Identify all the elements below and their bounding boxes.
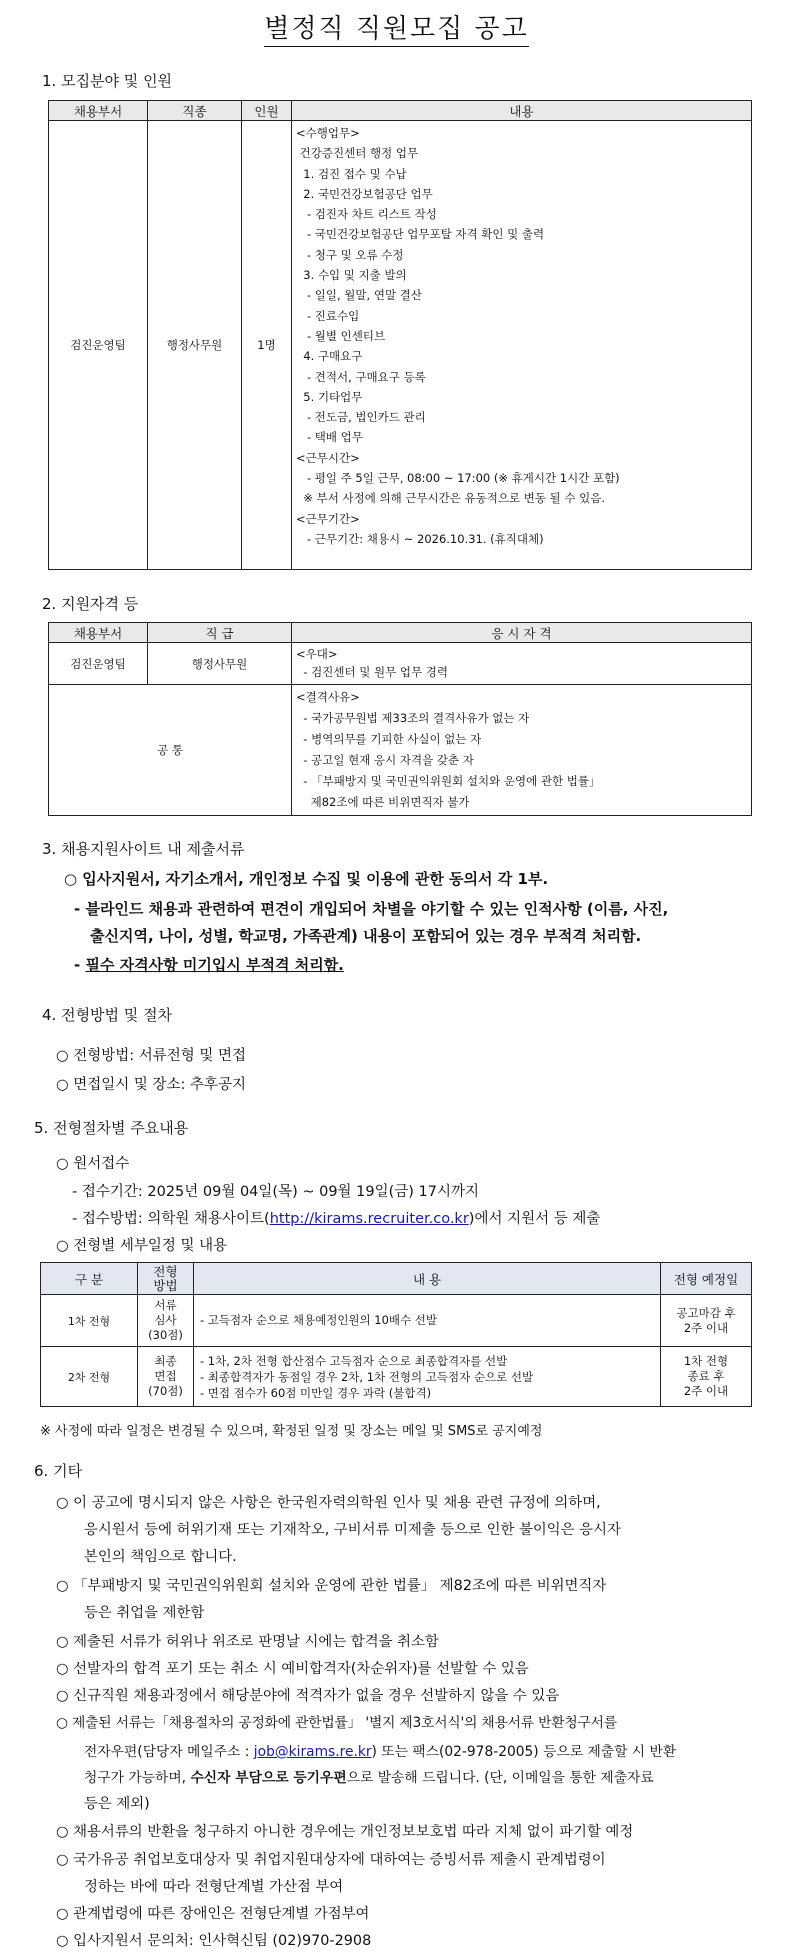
misc-item-10: ○ 입사지원서 문의처: 인사혁신팀 (02)970-2908	[56, 1933, 372, 1949]
content-line: 5. 기타업무	[296, 389, 363, 404]
method-text-end: )에서 지원서 등 제출	[468, 1211, 601, 1227]
selection-table	[40, 1262, 752, 1407]
misc-item-2-cont: 등은 취업을 제한함	[84, 1605, 205, 1621]
mandatory-notice-text: 필수 자격사항 미기입시 부적격 처리함.	[85, 956, 344, 974]
content-line: - 전도금, 법인카드 관리	[296, 410, 426, 425]
rank-cell: 행정사무원	[148, 643, 292, 685]
dept-cell: 검진운영팀	[49, 643, 148, 685]
header-dept: 채용부서	[49, 101, 148, 121]
header-qualification: 응 시 자 격	[292, 623, 752, 643]
common-cell: 공 통	[49, 685, 292, 816]
blind-notice-line: - 블라인드 채용과 관련하여 편견이 개입되어 차별을 야기할 수 있는 인적사항 (이름, 사진,	[74, 900, 669, 918]
content-line: - 고득점자 순으로 채용예정인원의 10배수 선발	[200, 1312, 438, 1327]
documents-line: ○ 입사지원서, 자기소개서, 개인정보 수집 및 이용에 관한 동의서 각 1부.	[64, 870, 549, 888]
content-line: - 평일 주 5일 근무, 08:00 ~ 17:00 (※ 휴게시간 1시간 포함)	[296, 471, 620, 486]
email-prefix: 전자우편(담당자 메일주소 :	[84, 1744, 254, 1760]
dash: -	[74, 956, 86, 974]
content-line: 4. 구매요구	[296, 349, 363, 364]
content-line: <근무시간>	[296, 450, 360, 465]
method-line: (70점)	[148, 1384, 183, 1398]
content-cell	[292, 121, 752, 570]
content-line: <근무기간>	[296, 511, 360, 526]
content-line: - 검진자 차트 리스트 작성	[296, 207, 437, 222]
content-line: ※ 부서 사정에 의해 근무시간은 유동적으로 변동 될 수 있음.	[296, 491, 606, 506]
content-line: - 1차, 2차 전형 합산점수 고득점자 순으로 최종합격자를 선발	[200, 1353, 508, 1368]
disq-line: - 「부패방지 및 국민권익위원회 설치와 운영에 관한 법률」	[296, 774, 601, 788]
content-line: - 청구 및 오류 수정	[296, 247, 404, 262]
selection-method: ○ 전형방법: 서류전형 및 면접	[56, 1048, 247, 1064]
content-line: 2. 국민건강보험공단 업무	[296, 186, 433, 201]
date-line: 종료 후	[687, 1369, 725, 1383]
blind-notice-line-2: 출신지역, 나이, 성별, 학교명, 가족관계) 내용이 포함되어 있는 경우 부적격 처리함.	[90, 927, 642, 945]
misc-item-5: ○ 신규직원 채용과정에서 해당분야에 적격자가 없을 경우 선발하지 않을 수 있음	[56, 1688, 560, 1704]
email-suffix: ) 또는 팩스(02-978-2005) 등으로 제출할 시 반환	[371, 1744, 677, 1760]
pref-line: - 검진센터 및 원무 업무 경력	[296, 665, 448, 679]
method-line: (30점)	[148, 1328, 183, 1342]
section-3-heading: 3. 채용지원사이트 내 제출서류	[42, 840, 245, 858]
table-row	[41, 1347, 752, 1407]
section-5-heading: 5. 전형절차별 주요내용	[34, 1119, 189, 1137]
method-cell	[138, 1295, 194, 1347]
header-date: 전형 예정일	[661, 1263, 752, 1295]
section-6-heading: 6. 기타	[34, 1462, 83, 1480]
misc-item-6: ○ 제출된 서류는「채용절차의 공정화에 관한법률」 '별지 제3호서식'의 채용서류 반환청구서를	[56, 1715, 617, 1731]
date-line: 2주 이내	[683, 1320, 729, 1335]
method-text: - 접수방법: 의학원 채용사이트(	[72, 1211, 270, 1227]
interview-schedule: ○ 면접일시 및 장소: 추후공지	[56, 1077, 247, 1093]
email-link[interactable]: job@kirams.re.kr	[253, 1744, 372, 1760]
disq-line: 제82조에 따른 비위면직자 불가	[296, 795, 470, 809]
section-4-heading: 4. 전형방법 및 절차	[42, 1006, 173, 1024]
return-suffix: 으로 발송해 드립니다. (단, 이메일을 통한 제출자료	[346, 1770, 654, 1786]
section-1-heading: 1. 모집분야 및 인원	[42, 72, 173, 90]
content-line: <수행업무>	[296, 126, 360, 140]
header-dept: 채용부서	[49, 623, 148, 643]
stage-cell: 2차 전형	[41, 1347, 138, 1407]
date-line: 공고마감 후	[676, 1305, 736, 1320]
misc-item-2: ○ 「부패방지 및 국민권익위원회 설치와 운영에 관한 법률」 제82조에 따른 비위면직자	[56, 1578, 607, 1594]
header-count: 인원	[242, 101, 292, 121]
header-method: 전형 방법	[138, 1263, 194, 1295]
content-line: - 일일, 월말, 연말 결산	[296, 288, 422, 303]
preference-cell	[292, 643, 752, 685]
return-bold: 수신자 부담으로 등기우편	[190, 1770, 347, 1786]
method-line: 심사	[154, 1313, 177, 1327]
recruitment-table	[48, 100, 752, 570]
disq-line: - 공고일 현재 응시 자격을 갖춘 자	[296, 753, 474, 767]
header-stage: 구 분	[41, 1263, 138, 1295]
content-line: - 견적서, 구매요구 등록	[296, 369, 426, 384]
method-line: 최종	[154, 1354, 177, 1368]
return-prefix: 청구가 가능하며,	[84, 1770, 191, 1786]
application-receipt: ○ 원서접수	[56, 1156, 130, 1172]
content-line: - 진료수입	[296, 308, 360, 323]
page-title: 별정직 직원모집 공고	[0, 8, 793, 45]
disq-line: - 국가공무원법 제33조의 결격사유가 없는 자	[296, 711, 530, 725]
date-cell	[661, 1347, 752, 1407]
application-period: - 접수기간: 2025년 09월 04일(목) ~ 09월 19일(금) 17시까지	[72, 1184, 480, 1200]
content-line: 3. 수입 및 지출 발의	[296, 268, 407, 283]
schedule-heading: ○ 전형별 세부일정 및 내용	[56, 1238, 228, 1254]
misc-item-3: ○ 제출된 서류가 허위나 위조로 판명날 시에는 합격을 취소함	[56, 1634, 439, 1650]
method-line: 면접	[154, 1369, 177, 1383]
content-line: 건강증진센터 행정 업무	[296, 146, 419, 161]
job-cell: 행정사무원	[148, 121, 242, 570]
date-line: 2주 이내	[683, 1384, 729, 1398]
misc-item-1: ○ 이 공고에 명시되지 않은 사항은 한국원자력의학원 인사 및 채용 관련 규정에 의하며,	[56, 1495, 601, 1511]
qualification-table	[48, 622, 752, 816]
dept-cell: 검진운영팀	[49, 121, 148, 570]
header-job: 직종	[148, 101, 242, 121]
misc-item-9: ○ 관계법령에 따른 장애인은 전형단계별 가점부여	[56, 1906, 370, 1922]
content-line: 1. 검진 접수 및 수납	[296, 166, 407, 181]
pref-line: <우대>	[296, 647, 338, 661]
table-row	[41, 1295, 752, 1347]
schedule-note: ※ 사정에 따라 일정은 변경될 수 있으며, 확정된 일정 및 장소는 메일 및 SMS로 공지예정	[40, 1424, 543, 1439]
misc-item-1-cont: 응시원서 등에 허위기재 또는 기재착오, 구비서류 미제출 등으로 인한 불이익은 응시자	[84, 1522, 621, 1538]
misc-item-8-cont: 정하는 바에 따라 전형단계별 가산점 부여	[84, 1879, 344, 1895]
content-line: - 최종합격자가 동점일 경우 2차, 1차 전형의 고득점자 순으로 선발	[200, 1369, 534, 1384]
misc-item-7: ○ 채용서류의 반환을 청구하지 아니한 경우에는 개인정보보호법 따라 지체 없이 파기할 예정	[56, 1824, 634, 1840]
date-cell	[661, 1295, 752, 1347]
misc-item-6-cont3: 등은 제외)	[84, 1796, 150, 1812]
recruit-site-link[interactable]: http://kirams.recruiter.co.kr	[269, 1211, 469, 1227]
content-line: - 면접 점수가 60점 미만일 경우 과락 (불합격)	[200, 1385, 432, 1400]
header-rank: 직 급	[148, 623, 292, 643]
mandatory-notice	[74, 954, 344, 975]
disqualification-cell	[292, 685, 752, 816]
method-cell	[138, 1347, 194, 1407]
misc-item-1-cont2: 본인의 책임으로 합니다.	[84, 1549, 237, 1565]
misc-item-4: ○ 선발자의 합격 포기 또는 취소 시 예비합격자(차순위자)를 선발할 수 있음	[56, 1661, 529, 1677]
disq-line: <결격사유>	[296, 690, 360, 704]
content-cell	[194, 1295, 661, 1347]
disq-line: - 병역의무를 기피한 사실이 없는 자	[296, 732, 482, 746]
content-line: - 국민건강보험공단 업무포탈 자격 확인 및 출력	[296, 227, 545, 242]
content-line: - 월별 인센티브	[296, 328, 386, 343]
date-line: 1차 전형	[683, 1354, 729, 1368]
header-content: 내용	[292, 101, 752, 121]
count-cell: 1명	[242, 121, 292, 570]
method-line: 서류	[154, 1298, 177, 1312]
content-line: - 근무기간: 채용시 ~ 2026.10.31. (휴직대체)	[296, 531, 544, 546]
content-cell	[194, 1347, 661, 1407]
application-method	[72, 1207, 600, 1228]
content-line: - 택배 업무	[296, 430, 363, 445]
section-2-heading: 2. 지원자격 등	[42, 595, 139, 613]
stage-cell: 1차 전형	[41, 1295, 138, 1347]
misc-item-8: ○ 국가유공 취업보호대상자 및 취업지원대상자에 대하여는 증빙서류 제출시 관계법령이	[56, 1852, 606, 1868]
misc-item-6-cont2	[84, 1766, 654, 1786]
misc-item-6-cont	[84, 1740, 676, 1760]
header-content: 내 용	[194, 1263, 661, 1295]
